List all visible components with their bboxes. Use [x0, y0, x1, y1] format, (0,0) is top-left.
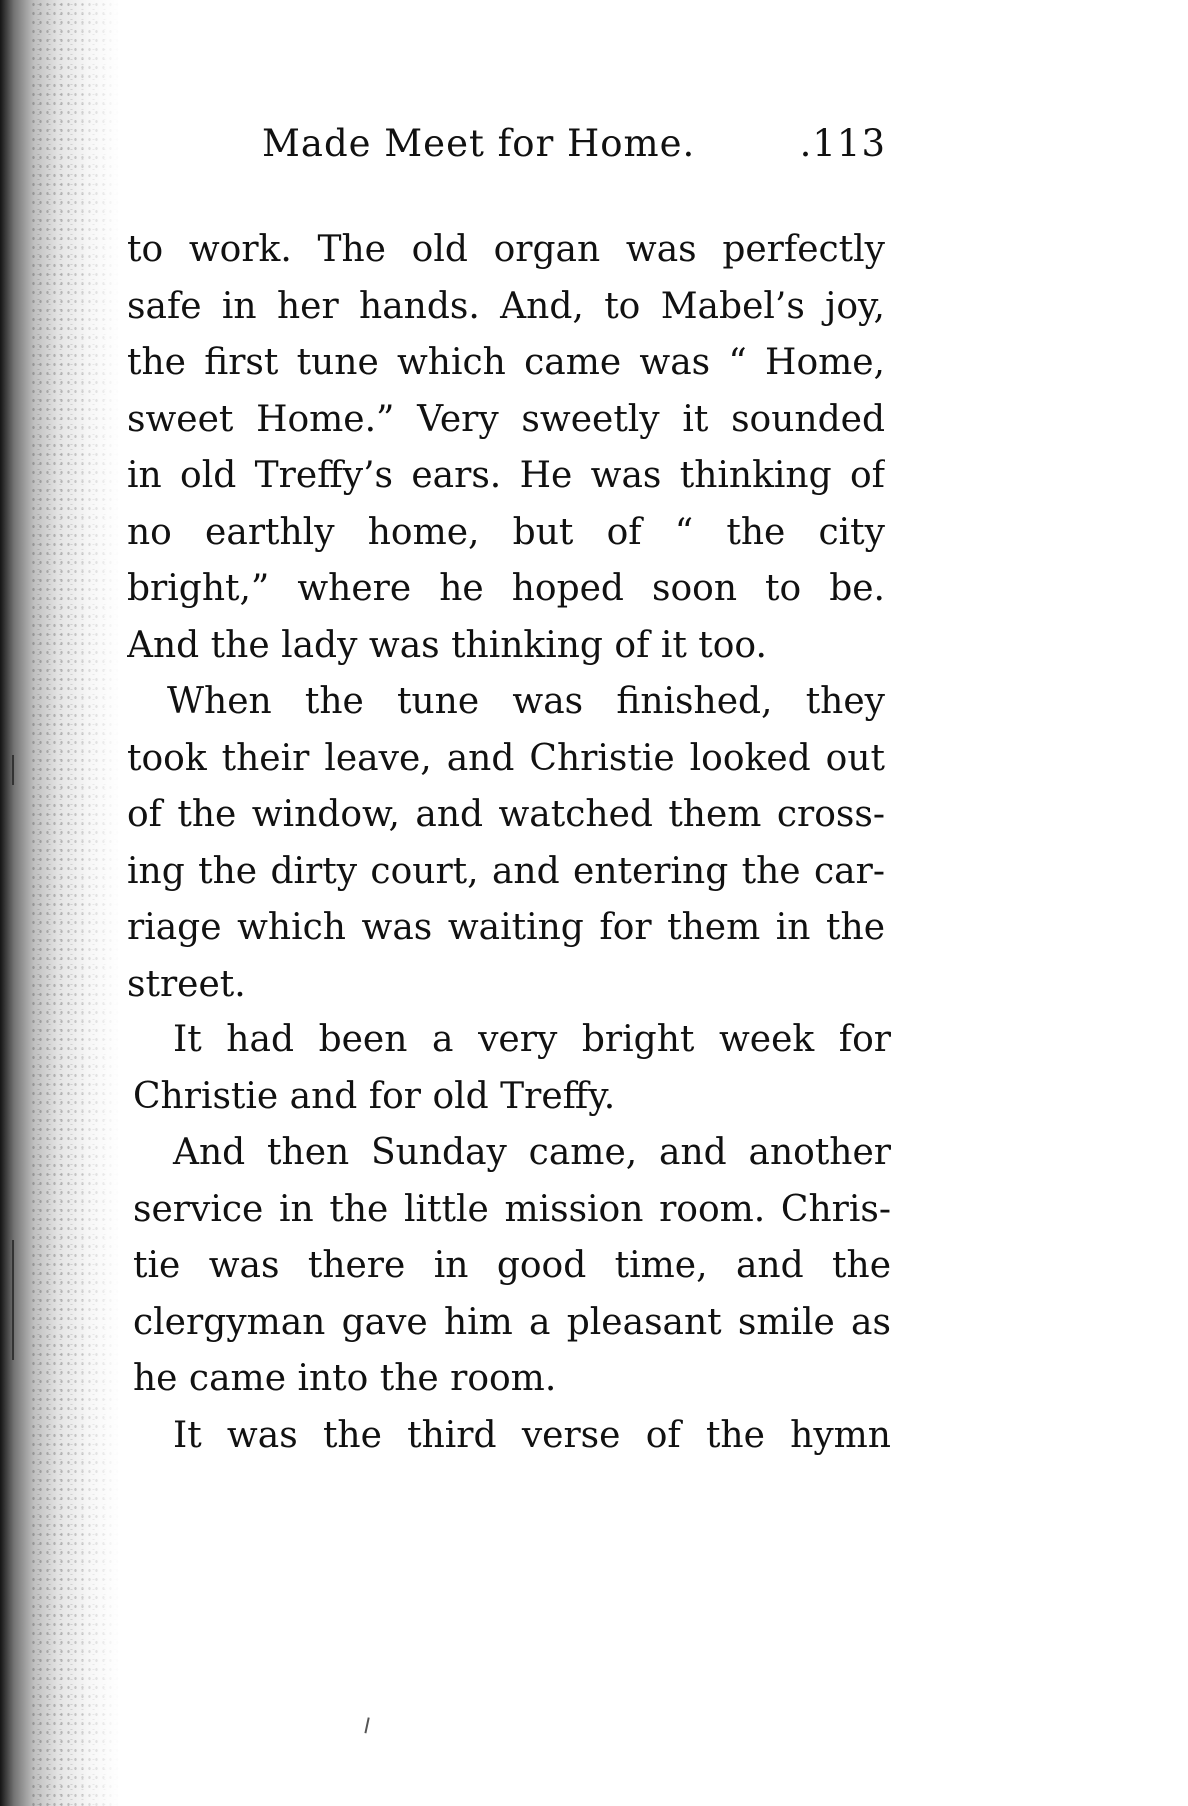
text-line: tie was there in good time, and the: [133, 1245, 891, 1286]
text-line: And then Sunday came, and another: [173, 1132, 891, 1173]
text-line: Christie and for old Treffy.: [133, 1075, 616, 1117]
text-line: service in the little mission room. Chris-: [133, 1188, 891, 1230]
paragraph: [133, 1012, 891, 1125]
text-line: took their leave, and Christie looked out: [127, 737, 885, 779]
paragraph: [133, 1408, 891, 1465]
text-line: bright,” where he hoped soon to be.: [127, 568, 885, 609]
text-line: safe in her hands. And, to Mabel’s joy,: [127, 285, 885, 327]
text-line: It had been a very bright week for: [173, 1019, 891, 1060]
stray-ink-mark: [364, 1717, 375, 1734]
text-line: no earthly home, but of “ the city: [127, 511, 885, 553]
text-line: to work. The old organ was perfectly: [127, 229, 885, 270]
page-header: [262, 122, 886, 172]
paragraph: [127, 222, 885, 674]
text-line: in old Treffy’s ears. He was thinking of: [127, 455, 885, 496]
body-text-upper: [127, 222, 885, 1013]
text-line: he came into the room.: [133, 1358, 557, 1399]
text-line: ing the dirty court, and entering the car-: [127, 850, 885, 892]
text-line: riage which was waiting for them in the: [127, 907, 885, 948]
paragraph: [127, 674, 885, 1013]
text-line: clergyman gave him a pleasant smile as: [133, 1301, 891, 1343]
text-line: sweet Home.” Very sweetly it sounded: [127, 398, 885, 440]
page-number: .113: [799, 122, 886, 165]
body-text-lower: [133, 1012, 891, 1464]
gutter-rule: [12, 755, 14, 785]
text-line: When the tune was finished, they: [167, 681, 885, 722]
scan-noise: [30, 0, 120, 1806]
text-line: street.: [127, 963, 246, 1005]
paragraph: [133, 1125, 891, 1408]
text-line: the first tune which came was “ Home,: [127, 342, 885, 383]
gutter-rule: [12, 1240, 14, 1360]
text-line: And the lady was thinking of it too.: [127, 624, 767, 666]
running-title: Made Meet for Home.: [262, 122, 696, 165]
text-line: of the window, and watched them cross-: [127, 794, 885, 835]
text-line: It was the third verse of the hymn: [173, 1414, 891, 1456]
